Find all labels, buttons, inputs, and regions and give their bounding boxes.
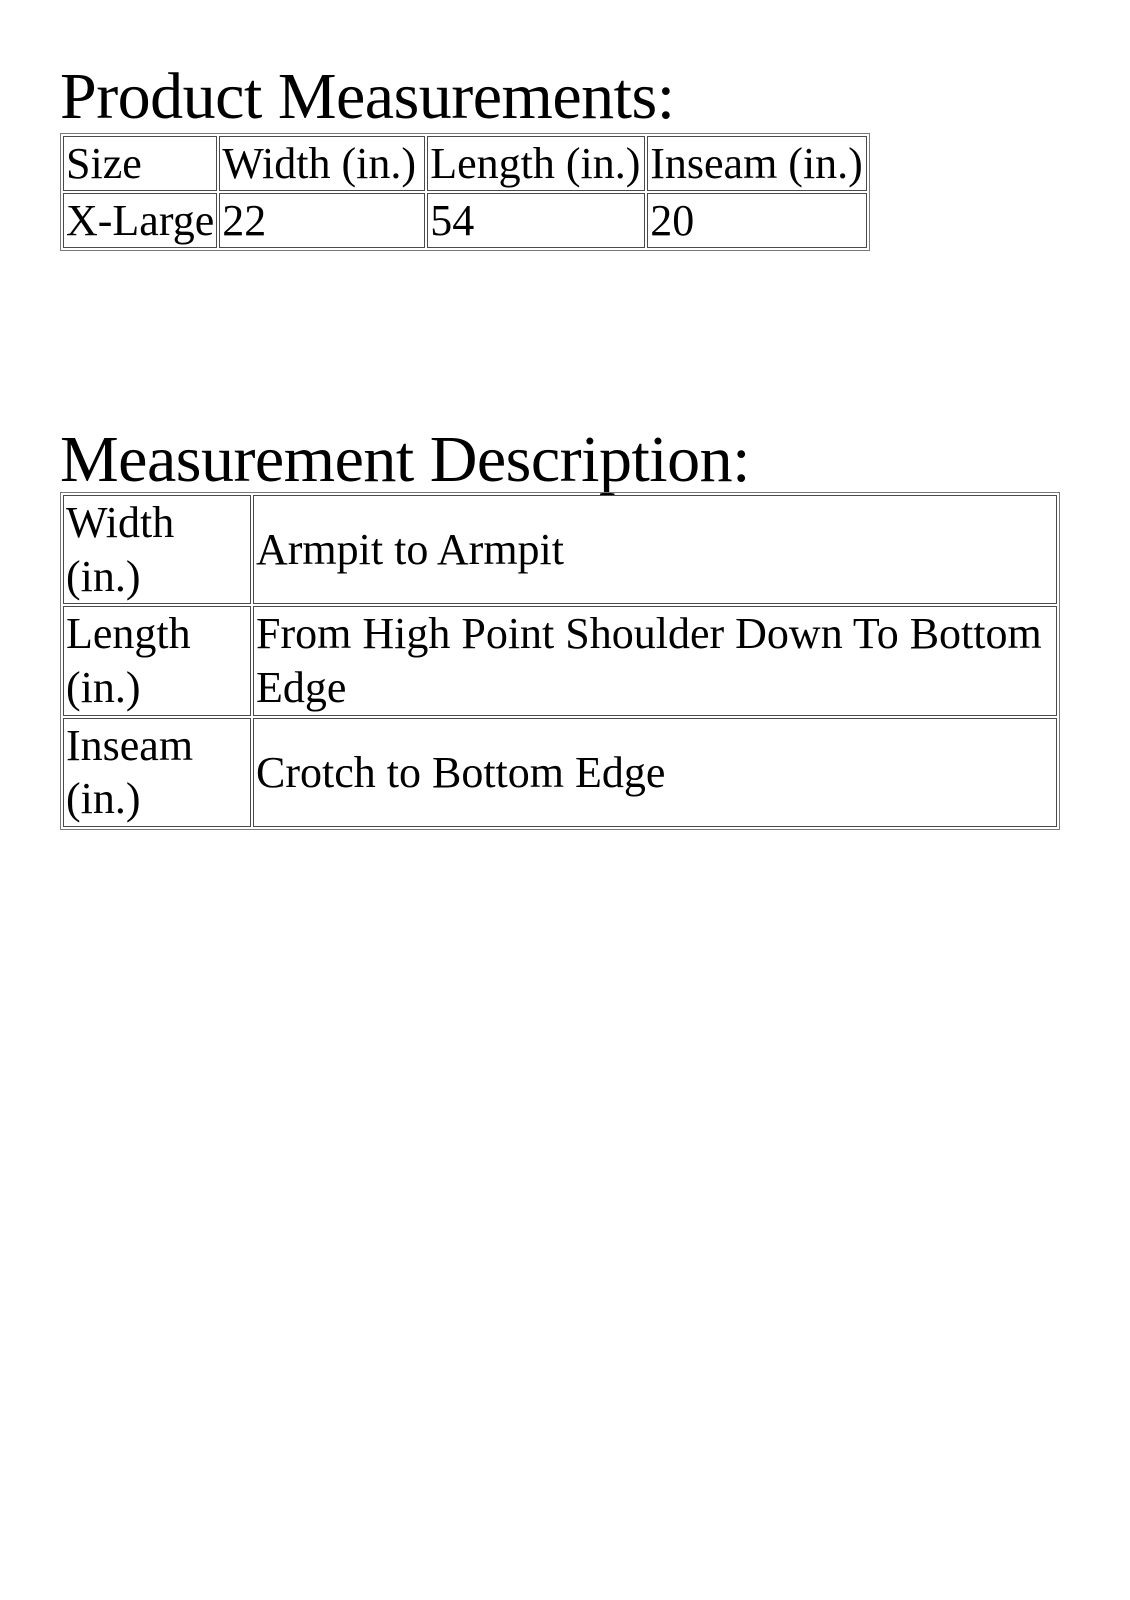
table-row bbox=[63, 606, 1057, 715]
measurements-table bbox=[60, 133, 870, 251]
description-label-inseam: Inseam (in.) bbox=[63, 718, 251, 827]
table-row bbox=[63, 193, 867, 248]
cell-size: X-Large bbox=[63, 193, 217, 248]
description-label-width: Width (in.) bbox=[63, 495, 251, 604]
description-label-length: Length (in.) bbox=[63, 606, 251, 715]
cell-length: 54 bbox=[427, 193, 645, 248]
cell-inseam: 20 bbox=[647, 193, 867, 248]
header-size: Size bbox=[63, 136, 217, 191]
product-measurements-title: Product Measurements: bbox=[60, 60, 675, 133]
description-text-length: From High Point Shoulder Down To Bottom Edge bbox=[253, 606, 1057, 715]
table-row bbox=[63, 718, 1057, 827]
header-width: Width (in.) bbox=[219, 136, 425, 191]
description-table bbox=[60, 492, 1060, 830]
description-text-width: Armpit to Armpit bbox=[253, 495, 1057, 604]
table-header-row bbox=[63, 136, 867, 191]
header-inseam: Inseam (in.) bbox=[647, 136, 867, 191]
header-length: Length (in.) bbox=[427, 136, 645, 191]
table-row bbox=[63, 495, 1057, 604]
cell-width: 22 bbox=[219, 193, 425, 248]
description-text-inseam: Crotch to Bottom Edge bbox=[253, 718, 1057, 827]
measurement-description-title: Measurement Description: bbox=[60, 423, 750, 496]
